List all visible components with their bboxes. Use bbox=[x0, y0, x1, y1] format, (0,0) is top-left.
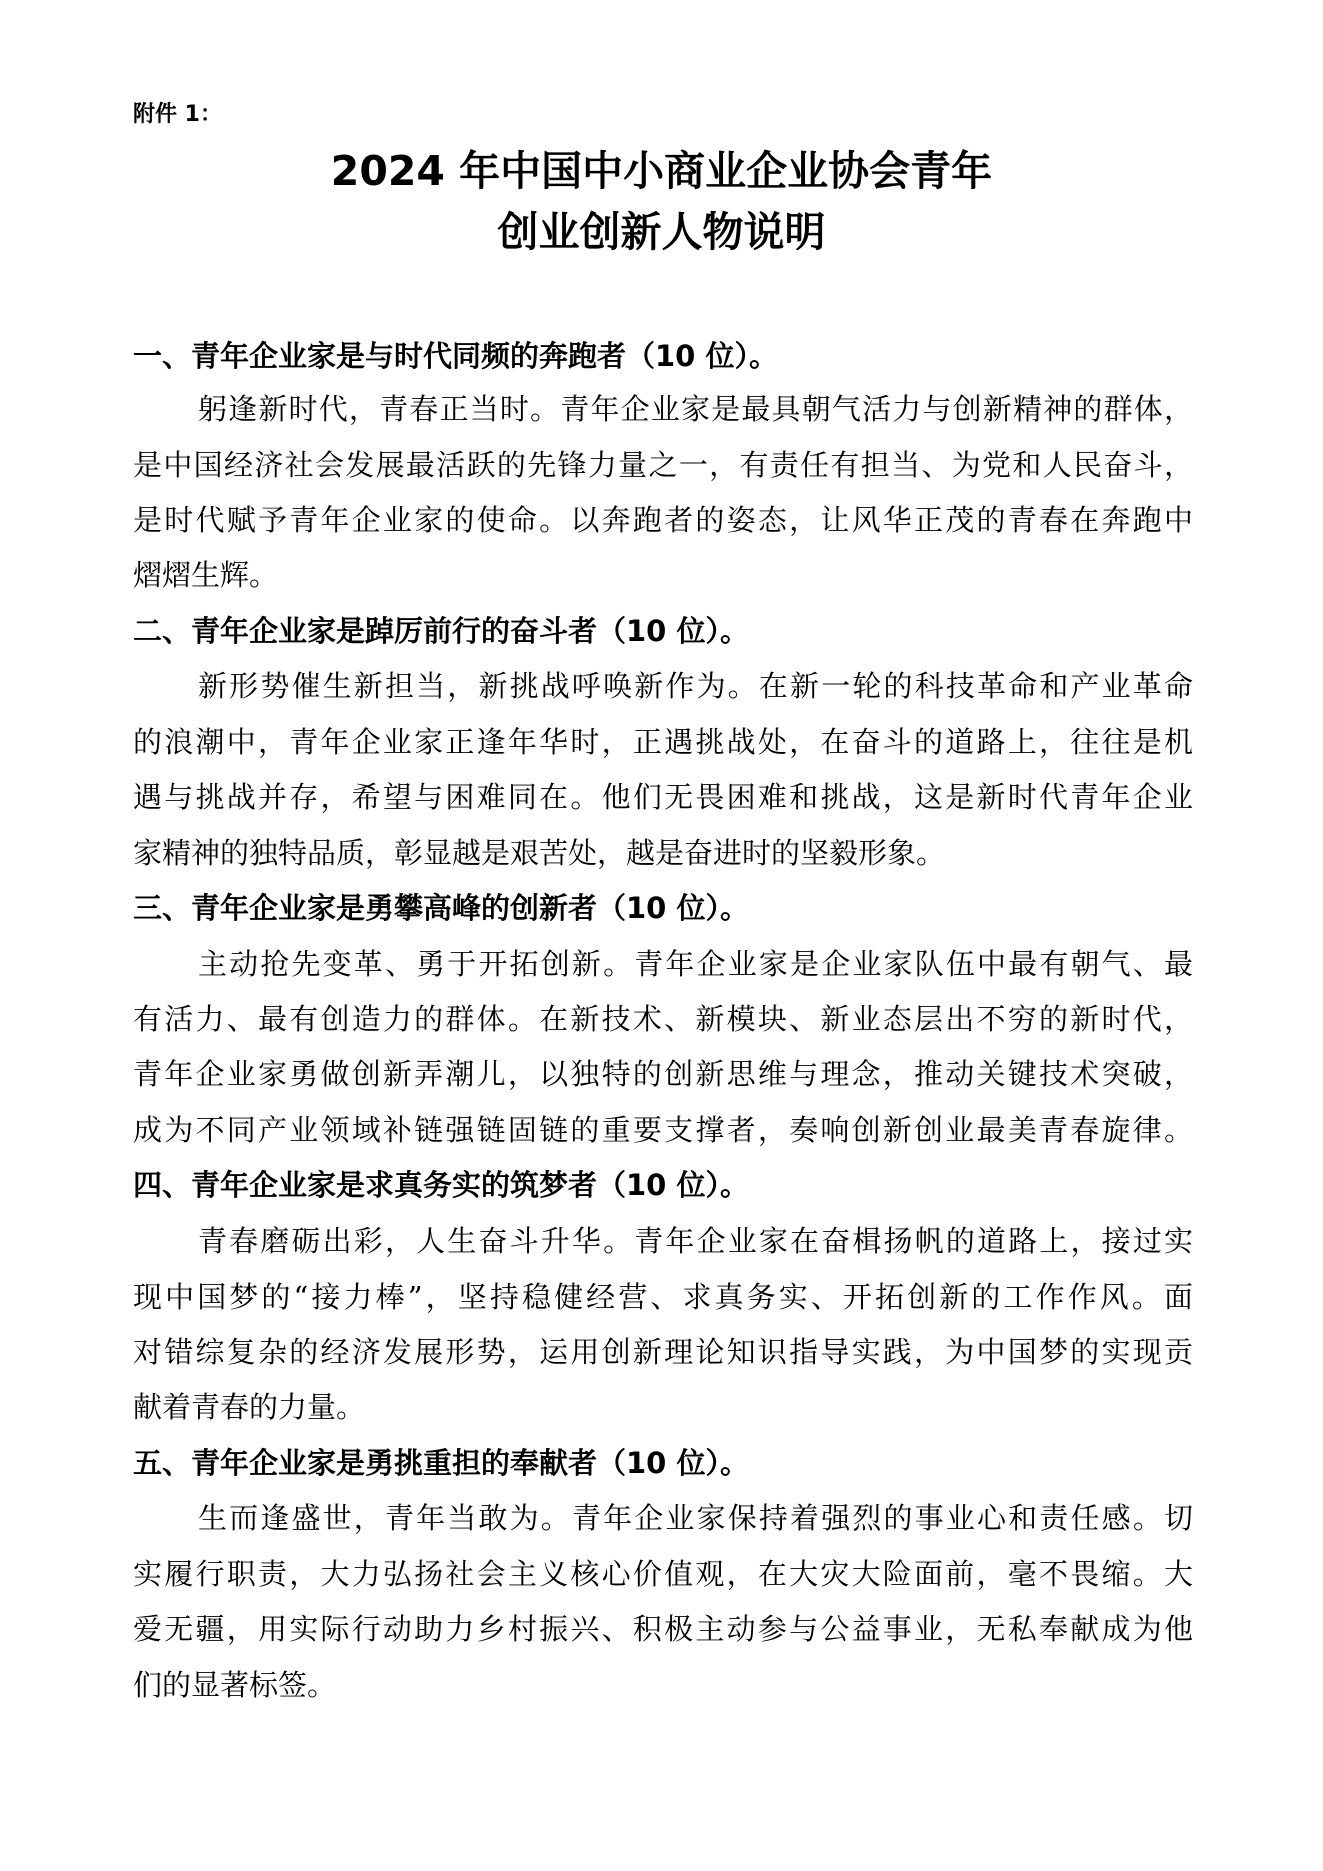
section-4-paragraph-line: 现中国梦的“接力棒”，坚持稳健经营、求真务实、开拓创新的工作作风。面 bbox=[133, 1280, 1193, 1314]
section-4-paragraph-line: 对错综复杂的经济发展形势，运用创新理论知识指导实践，为中国梦的实现贡 bbox=[133, 1335, 1193, 1369]
section-2-paragraph-line: 家精神的独特品质，彰显越是艰苦处，越是奋进时的坚毅形象。 bbox=[133, 836, 946, 870]
section-5-paragraph-line: 生而逢盛世，青年当敢为。青年企业家保持着强烈的事业心和责任感。切 bbox=[198, 1501, 1193, 1535]
section-5-paragraph-line: 们的显著标签。 bbox=[133, 1668, 337, 1702]
section-5-paragraph-line: 实履行职责，大力弘扬社会主义核心价值观，在大灾大险面前，毫不畏缩。大 bbox=[133, 1557, 1193, 1591]
section-5-paragraph-line: 爱无疆，用实际行动助力乡村振兴、积极主动参与公益事业，无私奉献成为他 bbox=[133, 1612, 1193, 1646]
section-1-paragraph-line: 躬逢新时代，青春正当时。青年企业家是最具朝气活力与创新精神的群体， bbox=[198, 392, 1193, 426]
section-2-heading: 二、青年企业家是踔厉前行的奋斗者（10 位）。 bbox=[133, 614, 749, 648]
section-3-paragraph-line: 青年企业家勇做创新弄潮儿，以独特的创新思维与理念，推动关键技术突破， bbox=[133, 1057, 1193, 1091]
section-3-paragraph-line: 主动抢先变革、勇于开拓创新。青年企业家是企业家队伍中最有朝气、最 bbox=[198, 947, 1193, 981]
section-2-paragraph-line: 遇与挑战并存，希望与困难同在。他们无畏困难和挑战，这是新时代青年企业 bbox=[133, 780, 1193, 814]
section-3-heading: 三、青年企业家是勇攀高峰的创新者（10 位）。 bbox=[133, 891, 749, 925]
section-3-paragraph-line: 成为不同产业领域补链强链固链的重要支撑者，奏响创新创业最美青春旋律。 bbox=[133, 1113, 1193, 1147]
section-1-paragraph-line: 是时代赋予青年企业家的使命。以奔跑者的姿态，让风华正茂的青春在奔跑中 bbox=[133, 503, 1193, 537]
section-4-paragraph-line: 献着青春的力量。 bbox=[133, 1390, 366, 1424]
document-title-line-2: 创业创新人物说明 bbox=[497, 208, 826, 256]
section-1-paragraph-line: 是中国经济社会发展最活跃的先锋力量之一，有责任有担当、为党和人民奋斗， bbox=[133, 448, 1193, 482]
section-3-paragraph-line: 有活力、最有创造力的群体。在新技术、新模块、新业态层出不穷的新时代， bbox=[133, 1002, 1193, 1036]
section-2-paragraph-line: 的浪潮中，青年企业家正逢年华时，正遇挑战处，在奋斗的道路上，往往是机 bbox=[133, 725, 1193, 759]
section-4-heading: 四、青年企业家是求真务实的筑梦者（10 位）。 bbox=[133, 1168, 749, 1202]
section-1-heading: 一、青年企业家是与时代同频的奔跑者（10 位）。 bbox=[133, 339, 778, 373]
attachment-label: 附件 1： bbox=[133, 102, 222, 127]
document-title-line-1: 2024 年中国中小商业企业协会青年 bbox=[330, 147, 993, 195]
section-2-paragraph-line: 新形势催生新担当，新挑战呼唤新作为。在新一轮的科技革命和产业革命 bbox=[198, 669, 1193, 703]
section-4-paragraph-line: 青春磨砺出彩，人生奋斗升华。青年企业家在奋楫扬帆的道路上，接过实 bbox=[198, 1224, 1193, 1258]
section-1-paragraph-line: 熠熠生辉。 bbox=[133, 558, 279, 592]
section-5-heading: 五、青年企业家是勇挑重担的奉献者（10 位）。 bbox=[133, 1446, 749, 1480]
